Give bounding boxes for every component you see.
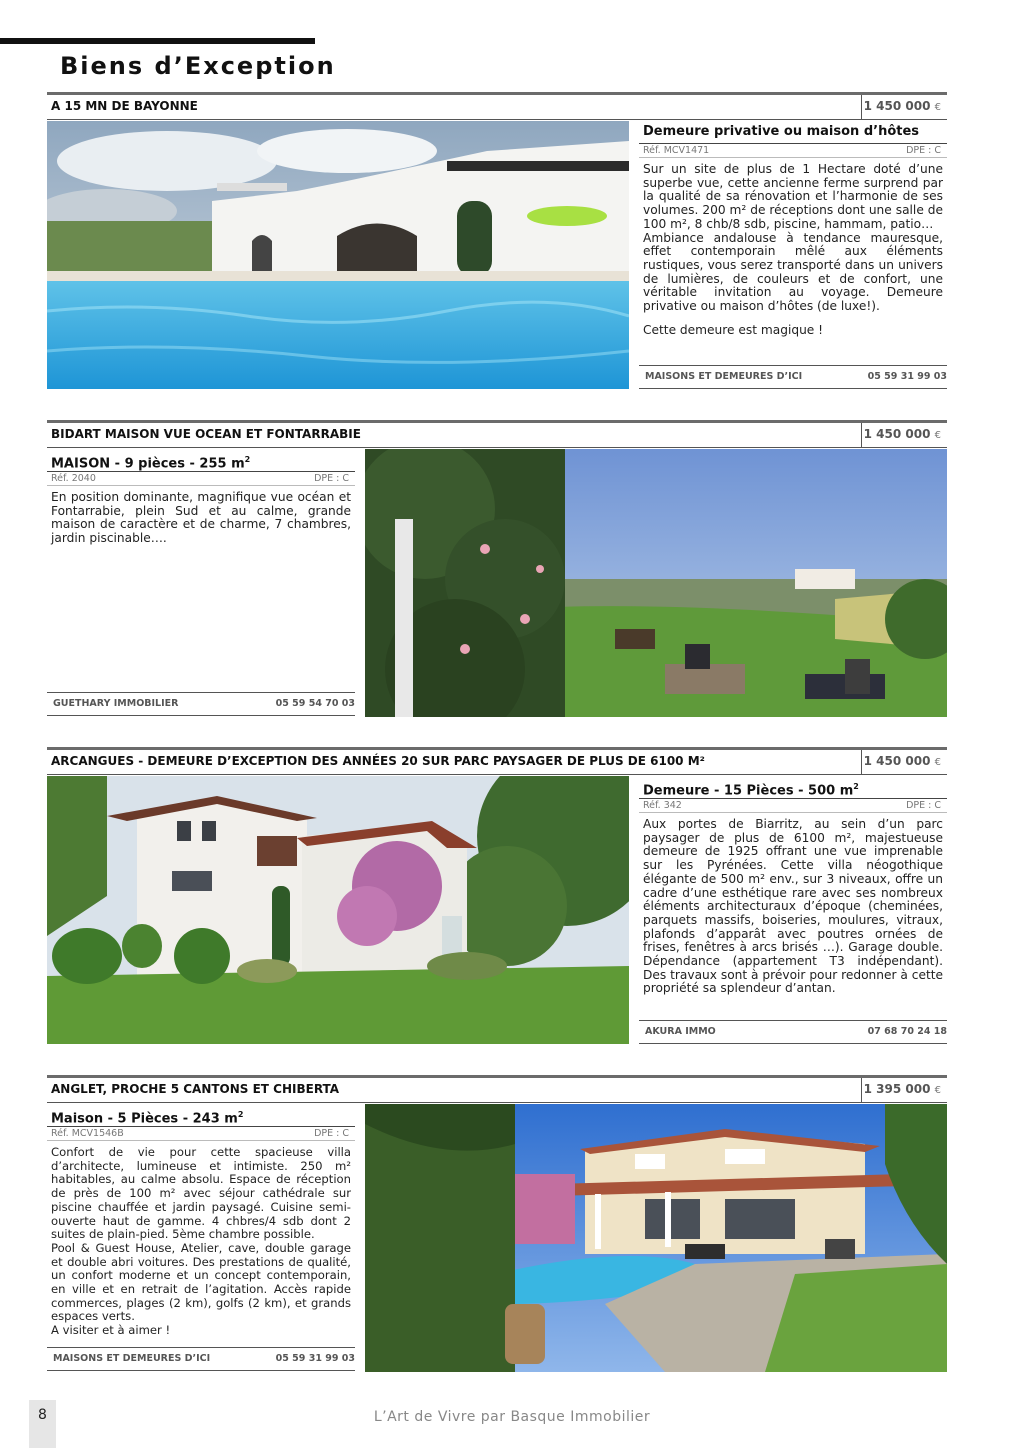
page-title: Biens d’Exception bbox=[60, 52, 336, 80]
listing-price: 1 450 000 € bbox=[861, 95, 947, 119]
listing-phone[interactable]: 05 59 31 99 03 bbox=[867, 371, 947, 382]
listing-ref: Réf. 342 bbox=[643, 800, 682, 811]
listing-photo-garden-ocean-view[interactable] bbox=[365, 449, 947, 717]
listing-headline: Maison - 5 Pièces - 243 $m^2$ bbox=[51, 1110, 244, 1127]
listing-photo-villa-pool-terrace[interactable] bbox=[365, 1104, 947, 1372]
listing-phone[interactable]: 07 68 70 24 18 bbox=[867, 1026, 947, 1037]
listing-header bbox=[47, 747, 947, 775]
listing-description: Aux portes de Biarritz, au sein d’un parc paysager de plus de 6100 m², majestueuse demeure de 1925 offrant une vue imprenable sur les Pyrénées. Cette villa néogothique élégante de 500 m² env., sur 3 niveaux, offre un cadre d’une esthétique rare avec ses nombreux éléments architecturaux d’époque (cheminées, parquets massifs, boiseries, moulures, vitraux, plafonds d’apparât avec poutres ornées de frises, fenêtres à arcs brisés …). Garage double. Dépendance (appartement T3 indépendant). Des travaux sont à prévoir pour redonner à cette propriété sa splendeur d’antan. bbox=[643, 817, 943, 996]
page-number: 8 bbox=[38, 1407, 47, 1423]
listing-header bbox=[47, 420, 947, 448]
listing-phone[interactable]: 05 59 54 70 03 bbox=[275, 698, 355, 709]
listing-location: BIDART MAISON VUE OCEAN ET FONTARRABIE bbox=[51, 427, 361, 441]
listing-contact bbox=[639, 1020, 947, 1044]
listing-agency: GUETHARY IMMOBILIER bbox=[53, 698, 179, 709]
top-accent-bar bbox=[0, 38, 315, 44]
listing-description: Sur un site de plus de 1 Hectare doté d’une superbe vue, cette ancienne ferme surprend par la qualité de sa rénovation et l’harmonie de ses volumes. 200 m² de réceptions dont une salle de 100 m², 8 chb/8 sdb, piscine, hammam, patio… Ambiance andalouse à tendance mauresque, effet contemporain mêlé aux éléments rustiques, vous serez transporté dans un univers de lumières, de couleurs et de confort, une véritable invitation au voyage. Demeure privative ou maison d’hôtes (de luxe!). Cette demeure est magique ! bbox=[643, 162, 943, 337]
listing-location: A 15 MN DE BAYONNE bbox=[51, 99, 198, 113]
listing-info bbox=[47, 449, 355, 546]
listing-bayonne[interactable] bbox=[47, 92, 947, 382]
listing-ref-row bbox=[639, 798, 947, 813]
listing-ref: Réf. 2040 bbox=[51, 473, 96, 484]
listing-price: 1 450 000 € bbox=[861, 750, 947, 774]
listing-info bbox=[639, 776, 947, 996]
listing-arcangues[interactable] bbox=[47, 747, 947, 1037]
listing-location: ANGLET, PROCHE 5 CANTONS ET CHIBERTA bbox=[51, 1082, 340, 1096]
listing-agency: MAISONS ET DEMEURES D’ICI bbox=[53, 1353, 211, 1364]
listing-agency: MAISONS ET DEMEURES D’ICI bbox=[645, 371, 803, 382]
listing-header bbox=[47, 92, 947, 120]
listing-ref: Réf. MCV1546B bbox=[51, 1128, 124, 1139]
listing-headline: Demeure privative ou maison d’hôtes bbox=[643, 124, 920, 139]
listing-photo-pool-villa[interactable] bbox=[47, 121, 629, 389]
listing-dpe: DPE : C bbox=[314, 1128, 349, 1139]
listing-description: En position dominante, magnifique vue océan et Fontarrabie, plein Sud et au calme, grande maison de caractère et de charme, 7 chambres, jardin piscinable…. bbox=[51, 490, 351, 546]
footer-tagline: L’Art de Vivre par Basque Immobilier bbox=[373, 1409, 651, 1425]
listing-ref-row bbox=[47, 1126, 355, 1141]
listing-contact bbox=[47, 1347, 355, 1371]
listing-price: 1 450 000 € bbox=[861, 423, 947, 447]
listing-headline: MAISON - 9 pièces - 255 $m^2$ bbox=[51, 455, 251, 472]
listing-ref-row bbox=[47, 471, 355, 486]
listing-header bbox=[47, 1075, 947, 1103]
listing-photo-basque-villa-park[interactable] bbox=[47, 776, 629, 1044]
listing-bidart[interactable] bbox=[47, 420, 947, 709]
listing-description: Confort de vie pour cette spacieuse villa d’architecte, lumineuse et intimiste. 250 m² habitables, au calme absolu. Espace de réception de près de 100 m² avec séjour cathédrale sur piscine chauffée et jardin paysagé. Cuisine semi-ouverte haut de gamme. 4 chbres/4 sdb dont 2 suites de plain-pied. 5ème chambre possible. Pool & Guest House, Atelier, cave, double garage et double abri voitures. Des prestations de qualité, un confort moderne et un concept contemporain, en ville et en retrait de l’agitation. Accès rapide commerces, plages (2 km), golfs (2 km), et grands espaces verts. A visiter et à aimer ! bbox=[51, 1145, 351, 1338]
listing-phone[interactable]: 05 59 31 99 03 bbox=[275, 1353, 355, 1364]
listing-contact bbox=[639, 365, 947, 389]
listing-anglet[interactable] bbox=[47, 1075, 947, 1364]
listing-dpe: DPE : C bbox=[906, 145, 941, 156]
listing-location: ARCANGUES - DEMEURE D’EXCEPTION DES ANNÉES 20 SUR PARC PAYSAGER DE PLUS DE 6100 M² bbox=[51, 754, 705, 768]
listing-dpe: DPE : C bbox=[314, 473, 349, 484]
listing-price: 1 395 000 € bbox=[861, 1078, 947, 1102]
listing-info bbox=[47, 1104, 355, 1338]
listing-contact bbox=[47, 692, 355, 716]
listing-dpe: DPE : C bbox=[906, 800, 941, 811]
listing-agency: AKURA IMMO bbox=[645, 1026, 716, 1037]
listing-ref-row bbox=[639, 143, 947, 158]
listing-ref: Réf. MCV1471 bbox=[643, 145, 710, 156]
listing-headline: Demeure - 15 Pièces - 500 $m^2$ bbox=[643, 782, 859, 799]
listing-info bbox=[639, 121, 947, 337]
